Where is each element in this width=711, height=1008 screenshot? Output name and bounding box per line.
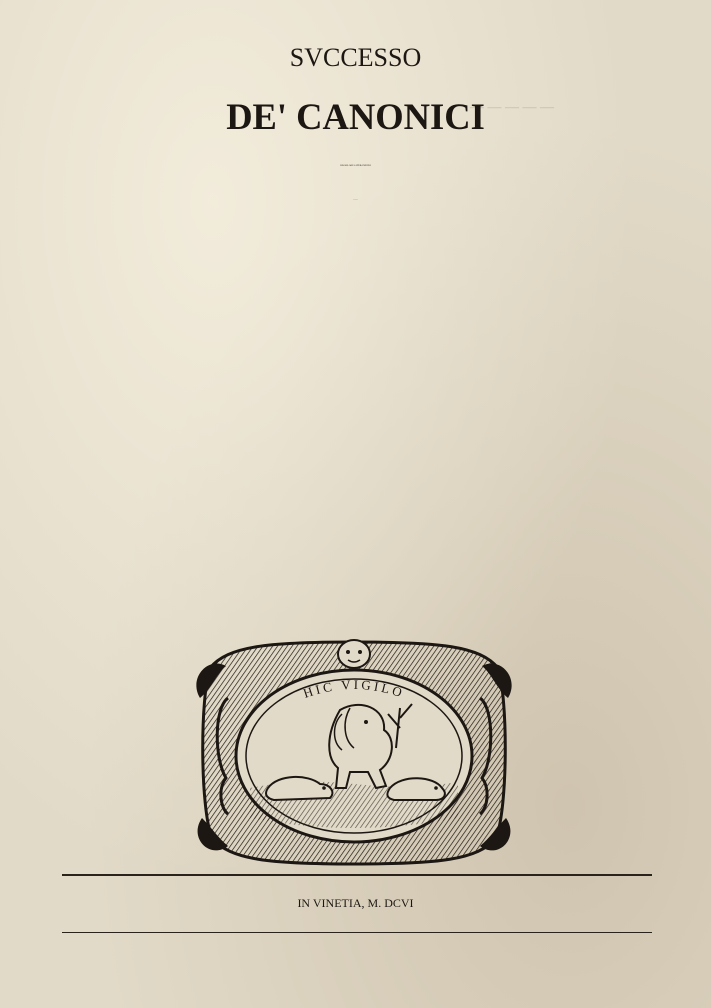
license-line: [0, 598, 711, 620]
imprint-rule-bottom: [62, 932, 652, 933]
tables-line: [0, 542, 711, 568]
woodcut-motto: HIC VIGILO: [301, 676, 407, 701]
content-note-line-1: [0, 478, 711, 500]
title-line-isole: [0, 184, 711, 216]
author-line: [0, 369, 711, 393]
title-line-regolari: REGOLARI LATERANENSI: [340, 164, 371, 167]
description-line-1: [0, 313, 711, 339]
imprint-city-date: IN VINETIA, M. DCVI: [297, 896, 414, 910]
show-through: — — — — —: [470, 100, 554, 115]
title-line-canonici: DE' CANONICI: [226, 96, 485, 137]
subtitle-solimano: [0, 276, 711, 304]
appendix-line: [0, 570, 711, 594]
content-note-line-2: [0, 501, 711, 523]
dedication-line-1: [0, 397, 711, 419]
dedication-line-3: [0, 443, 711, 465]
imprint-rule-top: [62, 874, 652, 876]
printer-name: [0, 941, 711, 977]
title-line-tremitane: [0, 214, 711, 242]
description-line-2: [0, 340, 711, 364]
subtitle-diomedee: [0, 246, 711, 274]
title-line-successo: SVCCESSO: [289, 43, 422, 72]
dedication-line-2: [0, 420, 711, 442]
printers-device-woodcut: [190, 638, 518, 868]
